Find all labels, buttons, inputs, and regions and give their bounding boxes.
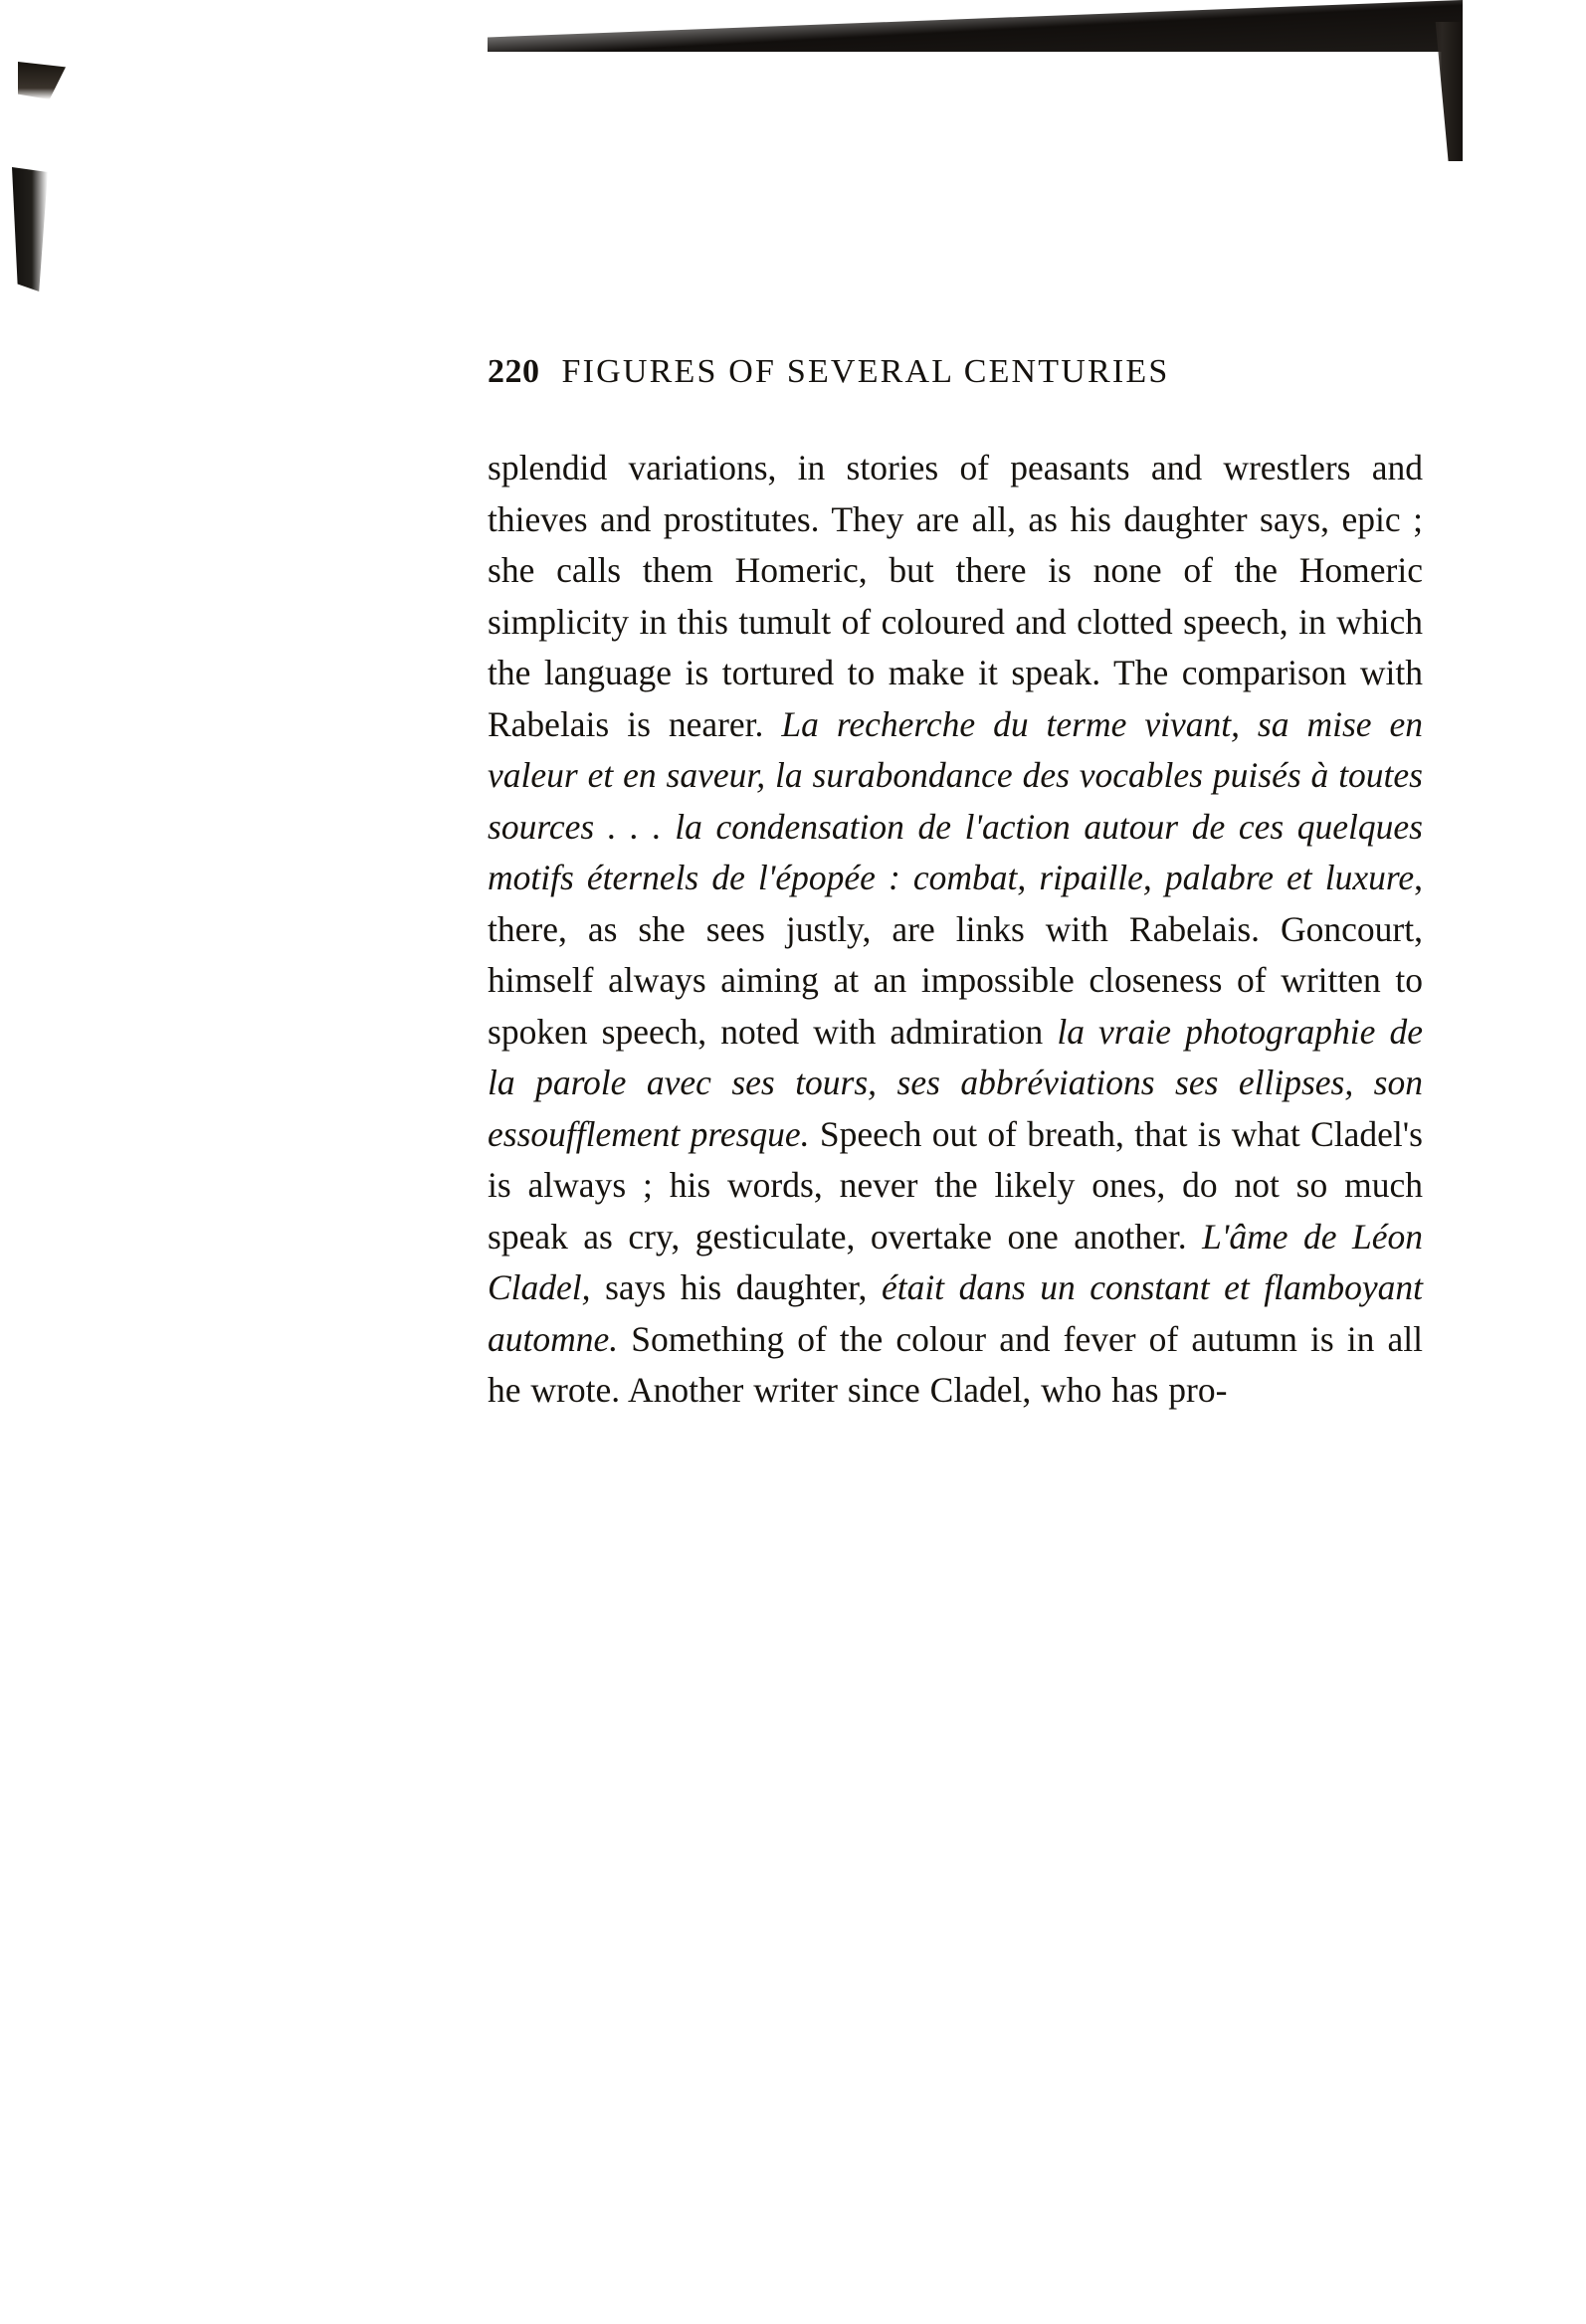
- running-head-title: FIGURES OF SEVERAL CENTURIES: [561, 353, 1170, 390]
- text-run-7: était dans un constant et flamboyant automne.: [488, 1267, 1423, 1359]
- running-head: [488, 353, 1423, 391]
- text-run-4: Speech out of breath, that is what Cladel's is always ; his words, never the likely ones, do not so much speak as cry, gesticulate, overtake one another.: [488, 1113, 1423, 1257]
- text-run-6: says his daughter,: [590, 1267, 882, 1307]
- paragraph-text: [488, 443, 1423, 1417]
- text-run-3: la vraie photographie de la parole avec ses tours, ses abbréviations ses ellipses, son essoufflement presque.: [488, 1011, 1423, 1154]
- text-run-0: splendid variations, in stories of peasants and wrestlers and thieves and prostitutes. They are all, as his daughter says, epic ; she calls them Homeric, but there is none of the Homeric simplicity in this tumult of coloured and clotted speech, in which the language is tortured to make it speak. The comparison with Rabelais is nearer.: [488, 448, 1423, 744]
- text-run-1: La recherche du terme vivant, sa mise en valeur et en saveur, la surabondance des vocables puisés à toutes sources . . . la condensation de l'action autour de ces quelques motifs éternels de l'épopée : combat, ripaille, palabre et luxure: [488, 703, 1423, 897]
- page-number: 220: [488, 353, 540, 390]
- text-run-2: , there, as she sees justly, are links with Rabelais. Goncourt, himself always aiming at an impossible closeness of written to spoken speech, noted with admiration: [488, 858, 1423, 1052]
- body-paragraph: [488, 443, 1423, 1417]
- text-column: [488, 353, 1423, 1417]
- text-run-5: L'âme de Léon Cladel,: [488, 1216, 1423, 1307]
- text-run-8: Something of the colour and fever of autumn is in all he wrote. Another writer since Cladel, who has pro-: [488, 1318, 1423, 1410]
